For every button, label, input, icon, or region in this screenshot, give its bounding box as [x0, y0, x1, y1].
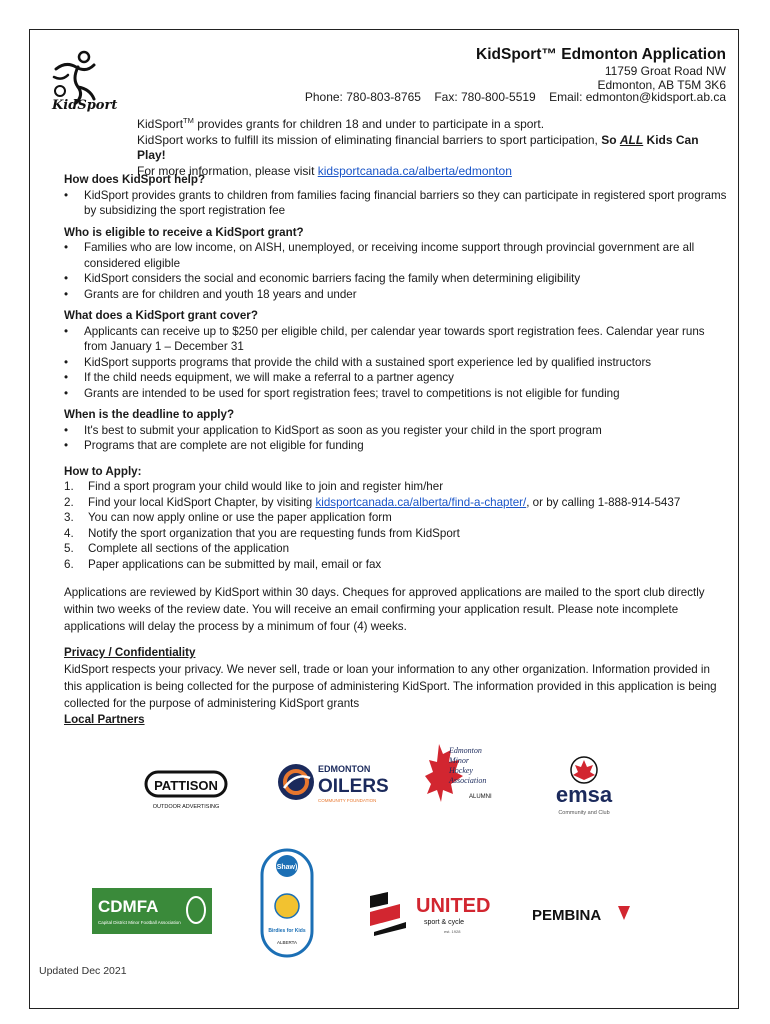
list-item: • Grants are for children and youth 18 years and under — [64, 287, 728, 303]
list-item: • Families who are low income, on AISH, unemployed, or receiving income support through provincial government are all considered eligible — [64, 240, 728, 271]
list-item — [64, 557, 728, 573]
list-item: • If the child needs equipment, we will make a referral to a partner agency — [64, 370, 728, 386]
logo-text: KidSport — [52, 98, 118, 113]
pattison-sub: OUTDOOR ADVERTISING — [152, 804, 220, 810]
kidsport-edmonton-link[interactable]: kidsportcanada.ca/alberta/edmonton — [317, 163, 512, 178]
trademark: TM — [183, 116, 194, 125]
step-number: 5. — [64, 542, 74, 555]
section-heading: Who is eligible to receive a KidSport grant? — [64, 225, 304, 239]
main-content — [64, 172, 728, 727]
shaw-birdies-logo — [260, 848, 314, 960]
section-heading: When is the deadline to apply? — [64, 408, 235, 421]
slogan-all: ALL — [619, 132, 644, 147]
list-item: • KidSport provides grants to children from families facing financial barriers so they can participate in registered sport programs by subsidizing the sport registration fee — [64, 188, 728, 219]
oilers-logo — [276, 750, 389, 810]
united-name: UNITED — [416, 895, 491, 917]
intro-brand: KidSport — [137, 117, 184, 131]
section-heading: How does KidSport help? — [64, 173, 206, 186]
list-item: • Applicants can receive up to $250 per eligible child, per calendar year towards sport registration fees. Calendar year runs from January 1 – December 31 — [64, 324, 728, 355]
list-item: • KidSport supports programs that provide the child with a sustained sport experience led by qualified instructors — [64, 355, 728, 371]
list-item — [64, 541, 728, 557]
pattison-logo — [145, 768, 227, 812]
section-cover — [64, 308, 728, 401]
list-item — [64, 526, 728, 542]
section-heading: How to Apply: — [64, 464, 142, 478]
step-number: 3. — [64, 511, 74, 524]
pattison-name: PATTISON — [154, 778, 218, 793]
section-apply — [64, 464, 728, 573]
emha-logo — [425, 740, 505, 820]
list-item: • Programs that are complete are not eligible for funding — [64, 438, 728, 454]
cdmfa-sub: Capital District Minor Football Association — [98, 920, 181, 925]
cdmfa-logo — [92, 888, 212, 934]
privacy-text: KidSport respects your privacy. We never sell, trade or loan your information to any other organization. Information provided in this application is being collected for the purpose of administering KidSport. The information provided in this application is being collected for the purpose of administering KidSport grants — [64, 662, 717, 710]
emha-l2: Minor — [449, 756, 469, 765]
partner-logos — [30, 730, 740, 980]
fax: Fax: 780-800-5519 — [434, 90, 536, 104]
address-line-1: 11759 Groat Road NW — [604, 64, 726, 78]
step-text: Find a sport program your child would like to join and register him/her — [88, 480, 444, 493]
emha-l5: ALUMNI — [469, 794, 492, 800]
step-text: You can now apply online or use the paper application form — [88, 511, 392, 524]
step-text: Complete all sections of the application — [88, 542, 290, 555]
shaw-brand: Shaw) — [276, 864, 298, 871]
list-item: • KidSport considers the social and economic barriers facing the family when determining eligibility — [64, 271, 728, 287]
emha-l4: Association — [449, 776, 487, 785]
list-item: • Grants are intended to be used for sport registration fees; travel to competitions is not eligible for funding — [64, 386, 728, 402]
intro-line-3: For more information, please visit — [137, 163, 318, 178]
list-item — [64, 510, 728, 526]
oilers-line1: EDMONTON — [318, 764, 371, 774]
emha-l1: Edmonton — [449, 746, 482, 755]
email[interactable]: Email: edmonton@kidsport.ab.ca — [549, 90, 726, 104]
oilers-line3: COMMUNITY FOUNDATION — [318, 798, 377, 803]
section-deadline — [64, 407, 728, 454]
address-line-2: Edmonton, AB T5M 3K6 — [597, 78, 726, 92]
shaw-text: Birdies for Kids — [268, 928, 306, 934]
intro-line-2: KidSport works to fulfill its mission of eliminating financial barriers to sport participation, — [137, 132, 602, 147]
step-number: 4. — [64, 526, 74, 540]
list-item — [64, 479, 728, 495]
partners-heading: Local Partners — [64, 712, 145, 726]
step-text: Find your local KidSport Chapter, by visiting — [88, 495, 316, 509]
step-text: , or by calling 1-888-914-5437 — [526, 495, 681, 509]
page-title: KidSport™ Edmonton Application — [476, 46, 726, 63]
step-text: Paper applications can be submitted by mail, email or fax — [88, 557, 382, 571]
footer-updated-date: Updated Dec 2021 — [39, 965, 127, 977]
united-est: est. 1928 — [444, 929, 461, 934]
pembina-logo — [530, 900, 640, 930]
united-logo — [370, 888, 500, 938]
phone: Phone: 780-803-8765 — [304, 90, 421, 104]
slogan-a: So — [601, 132, 620, 147]
privacy-heading: Privacy / Confidentiality — [64, 646, 196, 659]
emsa-sub: Community and Club — [558, 810, 610, 816]
oilers-line2: OILERS — [318, 776, 389, 797]
cdmfa-name: CDMFA — [98, 897, 159, 916]
find-chapter-link[interactable]: kidsportcanada.ca/alberta/find-a-chapter/ — [315, 495, 527, 509]
list-item — [64, 495, 728, 511]
intro — [137, 113, 729, 179]
section-help — [64, 172, 728, 219]
step-number: 6. — [64, 557, 74, 571]
intro-line-1: provides grants for children 18 and under to participate in a sport. — [193, 117, 545, 131]
emsa-name: emsa — [555, 782, 613, 807]
section-heading: What does a KidSport grant cover? — [64, 309, 258, 322]
step-number: 1. — [64, 480, 74, 493]
header — [476, 46, 726, 92]
contact-line — [295, 90, 726, 104]
slogan-c: Kids Can Play! — [137, 132, 699, 162]
list-item: • It's best to submit your application to KidSport as soon as you register your child in the sport program — [64, 423, 728, 439]
united-sub: sport & cycle — [424, 919, 465, 926]
section-eligible — [64, 225, 728, 303]
step-text: Notify the sport organization that you are requesting funds from KidSport — [88, 526, 460, 540]
emsa-logo — [550, 752, 630, 822]
review-paragraph: Applications are reviewed by KidSport within 30 days. Cheques for approved applications are mailed to the sport club directly within two weeks of the review date. You will receive an email confirming your application result. Please note incomplete applications will delay the process by a minimum of four (4) weeks. — [64, 586, 705, 633]
shaw-sub: ALBERTA — [276, 940, 298, 945]
emha-l3: Hockey — [449, 766, 473, 775]
pembina-name: PEMBINA — [532, 907, 602, 924]
step-number: 2. — [64, 495, 74, 509]
